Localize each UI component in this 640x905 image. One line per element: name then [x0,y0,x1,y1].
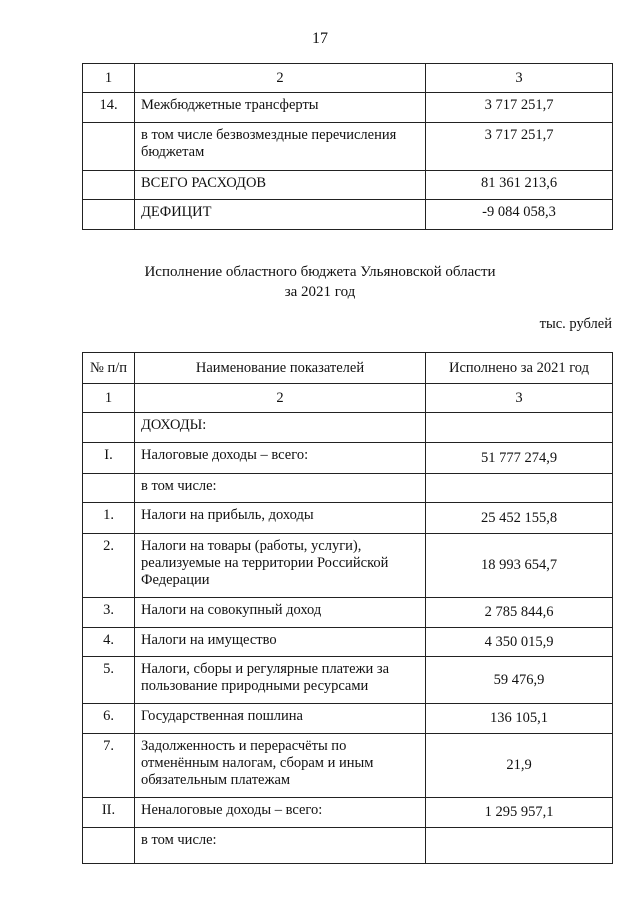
row-value: 136 105,1 [426,704,613,734]
row-name: ДЕФИЦИТ [135,200,426,230]
col-number-3: 3 [426,384,613,413]
row-value: 3 717 251,7 [426,123,613,171]
row-name: в том числе безвозмездные перечисления бюджетам [135,123,426,171]
row-name: Налоговые доходы – всего: [135,443,426,474]
row-value: 81 361 213,6 [426,171,613,200]
row-number: 1. [83,503,135,534]
row-name: Государственная пошлина [135,704,426,734]
section-title-line2: за 2021 год [284,284,356,300]
row-name: Неналоговые доходы – всего: [135,798,426,828]
column-numbers-row [83,384,613,413]
table-row [83,798,613,828]
row-name: в том числе: [135,474,426,503]
row-name: в том числе: [135,828,426,864]
row-number: II. [83,798,135,828]
row-number: 6. [83,704,135,734]
row-value: 4 350 015,9 [426,628,613,657]
header-indicator-name: Наименование показателей [135,353,426,384]
row-number: 3. [83,598,135,628]
table-row [83,657,613,704]
table-row [83,474,613,503]
col-number-1: 1 [83,64,135,93]
table-row [83,628,613,657]
col-number-3: 3 [426,64,613,93]
row-value [426,828,613,864]
row-name: Налоги на прибыль, доходы [135,503,426,534]
row-value: 18 993 654,7 [426,534,613,598]
row-number: 14. [83,93,135,123]
table-row [83,123,613,171]
units-label: тыс. рублей [539,316,612,332]
row-name: Налоги, сборы и регулярные платежи за пользование природными ресурсами [135,657,426,704]
row-name: Налоги на совокупный доход [135,598,426,628]
table-row [83,598,613,628]
table-row [83,200,613,230]
row-name: Налоги на товары (работы, услуги), реализуемые на территории Российской Федерации [135,534,426,598]
row-number [83,123,135,171]
header-executed: Исполнено за 2021 год [426,353,613,384]
expenditure-table-continuation [82,63,613,230]
row-number: 5. [83,657,135,704]
row-value: 2 785 844,6 [426,598,613,628]
row-value: 51 777 274,9 [426,443,613,474]
row-value [426,413,613,443]
row-number [83,200,135,230]
row-value: 21,9 [426,734,613,798]
col-number-1: 1 [83,384,135,413]
table-row [83,828,613,864]
row-value: 3 717 251,7 [426,93,613,123]
col-number-2: 2 [135,384,426,413]
table-header-row [83,353,613,384]
row-number [83,828,135,864]
header-number: № п/п [83,353,135,384]
page-number: 17 [312,30,328,47]
row-value: 25 452 155,8 [426,503,613,534]
row-number: I. [83,443,135,474]
table-row [83,171,613,200]
row-number [83,413,135,443]
row-number [83,171,135,200]
col-number-2: 2 [135,64,426,93]
row-value: 1 295 957,1 [426,798,613,828]
row-name: ДОХОДЫ: [135,413,426,443]
table-row [83,704,613,734]
table-row [83,413,613,443]
row-name: Межбюджетные трансферты [135,93,426,123]
table-row [83,93,613,123]
row-number: 4. [83,628,135,657]
budget-execution-table [82,352,613,864]
row-value [426,474,613,503]
row-name: ВСЕГО РАСХОДОВ [135,171,426,200]
section-title [0,262,640,302]
row-number: 7. [83,734,135,798]
table-row [83,503,613,534]
table-header-row [83,64,613,93]
table-row [83,734,613,798]
row-name: Задолженность и перерасчёты по отменённым налогам, сборам и иным обязательным платежам [135,734,426,798]
row-value: -9 084 058,3 [426,200,613,230]
row-value: 59 476,9 [426,657,613,704]
table-row [83,443,613,474]
row-number: 2. [83,534,135,598]
section-title-line1: Исполнение областного бюджета Ульяновской области [144,264,496,280]
row-name: Налоги на имущество [135,628,426,657]
table-row [83,534,613,598]
row-number [83,474,135,503]
